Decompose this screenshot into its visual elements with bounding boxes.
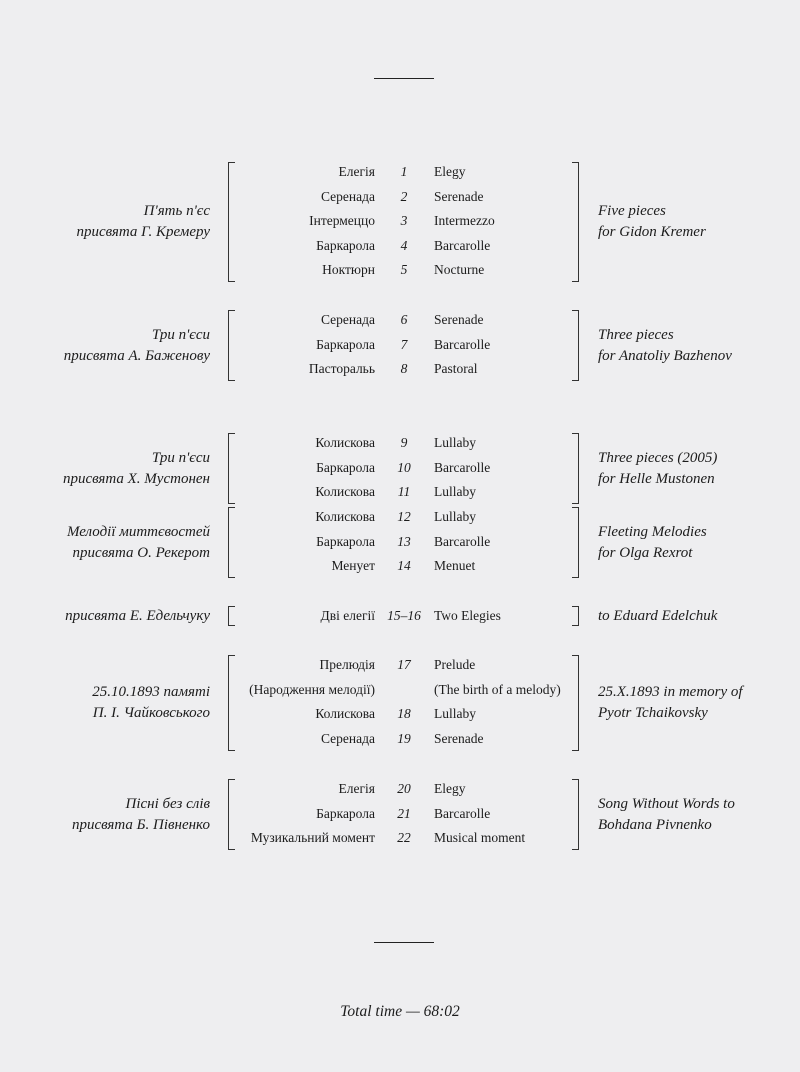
track-title-ua: Музикальний момент xyxy=(250,830,375,845)
title-line: Five pieces xyxy=(598,203,666,219)
track-title-en: Barcarolle xyxy=(434,534,491,549)
track-number: 22 xyxy=(397,830,411,845)
track-number: 1 xyxy=(400,164,408,179)
track-row xyxy=(0,530,800,554)
track-row xyxy=(0,802,800,826)
title-line: for Anatoliy Bazhenov xyxy=(598,348,732,364)
track-title-en: Elegy xyxy=(434,781,466,796)
track-title-en: Nocturne xyxy=(434,262,485,277)
track-row xyxy=(0,678,800,702)
track-title-ua: Серенада xyxy=(321,731,375,746)
track-row xyxy=(0,234,800,258)
title-line: Fleeting Melodies xyxy=(598,524,707,540)
track-title-ua: Прелюдія xyxy=(319,657,375,672)
track-number: 19 xyxy=(397,731,411,746)
track-number: 13 xyxy=(397,534,411,549)
track-number: 2 xyxy=(400,189,408,204)
track-title-ua: Баркарола xyxy=(316,534,375,549)
track-number: 5 xyxy=(400,262,408,277)
track-title-ua: Колискова xyxy=(315,435,375,450)
title-line: присвята А. Баженову xyxy=(63,348,210,364)
track-title-en: Menuet xyxy=(434,558,476,573)
track-title-ua: Менует xyxy=(331,558,375,573)
track-title-ua: Колискова xyxy=(315,706,375,721)
track-title-ua: Баркарола xyxy=(316,460,375,475)
track-number: 6 xyxy=(400,312,408,327)
track-row xyxy=(0,702,800,726)
title-line: П'ять п'єс xyxy=(143,203,210,219)
title-line: 25.X.1893 in memory of xyxy=(598,684,743,700)
title-line: Три п'єси xyxy=(151,327,210,343)
track-title-en: Lullaby xyxy=(434,435,476,450)
title-line: Three pieces xyxy=(598,327,674,343)
track-row xyxy=(0,727,800,751)
track-title-en: Serenade xyxy=(434,731,484,746)
title-line: to Eduard Edelchuk xyxy=(598,608,718,624)
track-row xyxy=(0,185,800,209)
track-title-en: Two Elegies xyxy=(434,608,501,623)
title-line: Мелодії миттєвостей xyxy=(66,524,210,540)
track-title-ua: Пасторальь xyxy=(308,361,375,376)
title-line: for Olga Rexrot xyxy=(598,545,693,561)
track-row xyxy=(0,209,800,233)
track-title-ua: Баркарола xyxy=(316,238,375,253)
track-number: 18 xyxy=(397,706,411,721)
track-title-en: Serenade xyxy=(434,312,484,327)
title-line: Pyotr Tchaikovsky xyxy=(598,705,708,721)
title-line: Three pieces (2005) xyxy=(598,450,718,466)
track-number: 3 xyxy=(400,213,408,228)
track-number: 17 xyxy=(397,657,411,672)
track-title-en: Serenade xyxy=(434,189,484,204)
track-number: 15–16 xyxy=(387,608,421,623)
title-line: Song Without Words to xyxy=(598,796,735,812)
track-title-en: Elegy xyxy=(434,164,466,179)
track-title-en: (The birth of a melody) xyxy=(434,682,561,697)
track-row xyxy=(0,505,800,529)
title-line: П. І. Чайковського xyxy=(92,705,210,721)
track-row xyxy=(0,604,800,628)
track-title-en: Barcarolle xyxy=(434,238,491,253)
track-title-ua: Дві елегії xyxy=(320,608,375,623)
track-number: 21 xyxy=(397,806,411,821)
track-number: 7 xyxy=(400,337,408,352)
track-row xyxy=(0,357,800,381)
title-line: Три п'єси xyxy=(151,450,210,466)
title-line: присвята О. Рекерот xyxy=(72,545,210,561)
title-line: присвята Г. Кремеру xyxy=(76,224,210,240)
track-title-ua: Серенада xyxy=(321,312,375,327)
track-title-ua: Колискова xyxy=(315,509,375,524)
track-number: 20 xyxy=(397,781,411,796)
track-title-ua: Інтермеццо xyxy=(309,213,375,228)
track-title-ua: Елегія xyxy=(338,781,375,796)
title-line: присвята Х. Мустонен xyxy=(62,471,210,487)
track-row xyxy=(0,480,800,504)
track-number: 11 xyxy=(397,484,411,499)
title-line: for Helle Mustonen xyxy=(598,471,715,487)
track-title-en: Barcarolle xyxy=(434,460,491,475)
track-title-en: Barcarolle xyxy=(434,337,491,352)
track-title-en: Intermezzo xyxy=(434,213,495,228)
track-number: 14 xyxy=(397,558,411,573)
track-title-en: Barcarolle xyxy=(434,806,491,821)
total-time: Total time — 68:02 xyxy=(340,1003,460,1020)
track-row xyxy=(0,653,800,677)
track-title-en: Pastoral xyxy=(434,361,478,376)
track-title-ua: Баркарола xyxy=(316,337,375,352)
track-number: 4 xyxy=(400,238,408,253)
title-line: for Gidon Kremer xyxy=(598,224,706,240)
track-row xyxy=(0,777,800,801)
track-row xyxy=(0,308,800,332)
track-row xyxy=(0,431,800,455)
track-number: 10 xyxy=(397,460,411,475)
title-line: присвята Б. Півненко xyxy=(71,817,210,833)
track-row xyxy=(0,456,800,480)
track-title-ua: (Народження мелодії) xyxy=(249,682,375,697)
track-title-ua: Елегія xyxy=(338,164,375,179)
track-number: 8 xyxy=(400,361,408,376)
bottom-divider xyxy=(374,942,434,943)
track-title-ua: Серенада xyxy=(321,189,375,204)
track-row xyxy=(0,554,800,578)
title-line: Пісні без слів xyxy=(125,796,210,812)
track-number: 9 xyxy=(400,435,408,450)
track-title-ua: Колискова xyxy=(315,484,375,499)
track-row xyxy=(0,160,800,184)
top-divider xyxy=(374,78,434,79)
track-title-en: Lullaby xyxy=(434,509,476,524)
track-number: 12 xyxy=(397,509,411,524)
track-title-en: Lullaby xyxy=(434,484,476,499)
title-line: 25.10.1893 памяті xyxy=(92,684,210,700)
track-row xyxy=(0,826,800,850)
track-title-ua: Баркарола xyxy=(316,806,375,821)
title-line: присвята Е. Едельчуку xyxy=(65,608,210,624)
track-title-en: Lullaby xyxy=(434,706,476,721)
track-title-ua: Ноктюрн xyxy=(322,262,375,277)
title-line: Bohdana Pivnenko xyxy=(598,817,712,833)
track-row xyxy=(0,258,800,282)
track-title-en: Musical moment xyxy=(434,830,526,845)
track-title-en: Prelude xyxy=(434,657,476,672)
track-row xyxy=(0,333,800,357)
